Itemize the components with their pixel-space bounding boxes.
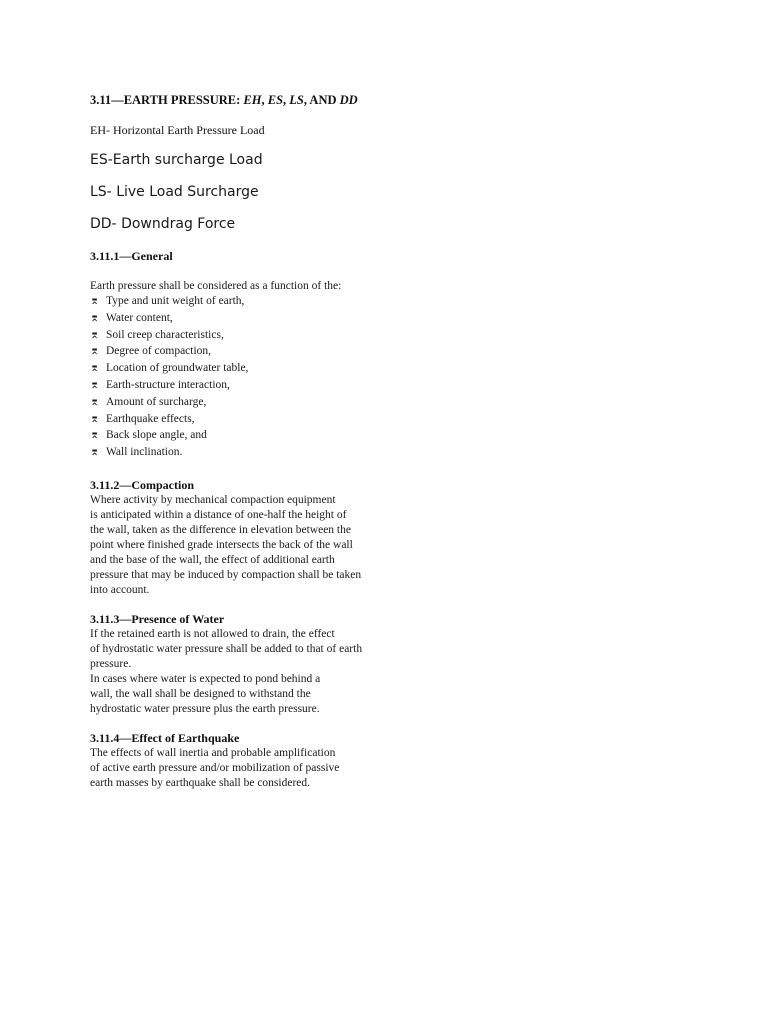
list-item [90,411,248,428]
list-item [90,293,248,310]
list-item [90,377,248,394]
list-item [90,327,248,344]
earthquake-paragraph [90,746,339,791]
paragraph-line: If the retained earth is not allowed to drain, the effect [90,628,335,640]
dd-definition: DD- Downdrag Force [90,216,236,232]
heading-eh: EH [243,93,262,107]
heading-es: ES [267,93,284,107]
bullet-icon: ⌆ [90,328,100,341]
general-intro: Earth pressure shall be considered as a function of the: [90,280,342,292]
compaction-paragraph [90,493,361,598]
paragraph-line: pressure. [90,658,132,670]
paragraph-line: of hydrostatic water pressure shall be added to that of earth [90,643,363,655]
paragraph-line: The effects of wall inertia and probable amplification [90,747,336,759]
paragraph-line: wall, the wall shall be designed to withstand the [90,688,311,700]
compaction-heading: 3.11.2—Compaction [90,478,195,492]
paragraph-line: the wall, taken as the difference in elevation between the [90,524,351,536]
paragraph-line: Where activity by mechanical compaction equipment [90,494,336,506]
list-item [90,343,248,360]
list-item-text: Location of groundwater table, [106,362,249,375]
list-item-text: Back slope angle, and [106,429,207,442]
list-item-text: Type and unit weight of earth, [106,295,245,307]
factor-list [90,293,248,461]
list-item-text: Earth-structure interaction, [106,378,230,391]
general-heading: 3.11.1—General [90,249,173,263]
bullet-icon: ⌆ [90,395,100,408]
earthquake-heading: 3.11.4—Effect of Earthquake [90,731,240,745]
bullet-icon: ⌆ [90,429,100,442]
paragraph-line: hydrostatic water pressure plus the earth pressure. [90,703,320,715]
list-item [90,360,248,377]
es-definition: ES-Earth surcharge Load [90,152,263,168]
paragraph-line: and the base of the wall, the effect of additional earth [90,554,335,566]
water-heading: 3.11.3—Presence of Water [90,612,225,626]
bullet-icon: ⌆ [90,378,100,391]
paragraph-line: pressure that may be induced by compaction shall be taken [90,569,362,581]
list-item [90,427,248,444]
heading-title: EARTH PRESSURE: [123,93,244,107]
list-item [90,394,248,411]
heading-sep: , AND [303,93,340,107]
water-paragraph [90,627,362,717]
heading-dash: — [111,93,124,107]
list-item-text: Water content, [106,311,173,324]
heading-sep: , [283,93,290,107]
bullet-icon: ⌆ [90,362,100,375]
bullet-icon: ⌆ [90,345,100,358]
heading-sep: , [261,93,268,107]
list-item-text: Degree of compaction, [106,345,212,358]
list-item [90,310,248,327]
bullet-icon: ⌆ [90,311,100,324]
section-heading [90,93,358,108]
ls-definition: LS- Live Load Surcharge [90,184,259,200]
list-item-text: Earthquake effects, [106,412,195,425]
heading-number: 3.11 [90,93,112,107]
heading-dd: DD [339,93,358,107]
list-item-text: Soil creep characteristics, [106,328,224,341]
paragraph-line: In cases where water is expected to pond behind a [90,673,321,685]
bullet-icon: ⌆ [90,412,100,425]
paragraph-line: into account. [90,584,150,596]
bullet-icon: ⌆ [90,295,100,307]
paragraph-line: of active earth pressure and/or mobilization of passive [90,762,340,774]
paragraph-line: point where finished grade intersects the back of the wall [90,539,353,551]
list-item-text: Wall inclination. [106,446,183,459]
list-item-text: Amount of surcharge, [106,395,207,408]
eh-definition: EH- Horizontal Earth Pressure Load [90,123,265,137]
paragraph-line: earth masses by earthquake shall be considered. [90,777,311,789]
list-item [90,444,248,461]
heading-ls: LS [289,93,304,107]
paragraph-line: is anticipated within a distance of one-half the height of [90,509,347,521]
bullet-icon: ⌆ [90,446,100,459]
